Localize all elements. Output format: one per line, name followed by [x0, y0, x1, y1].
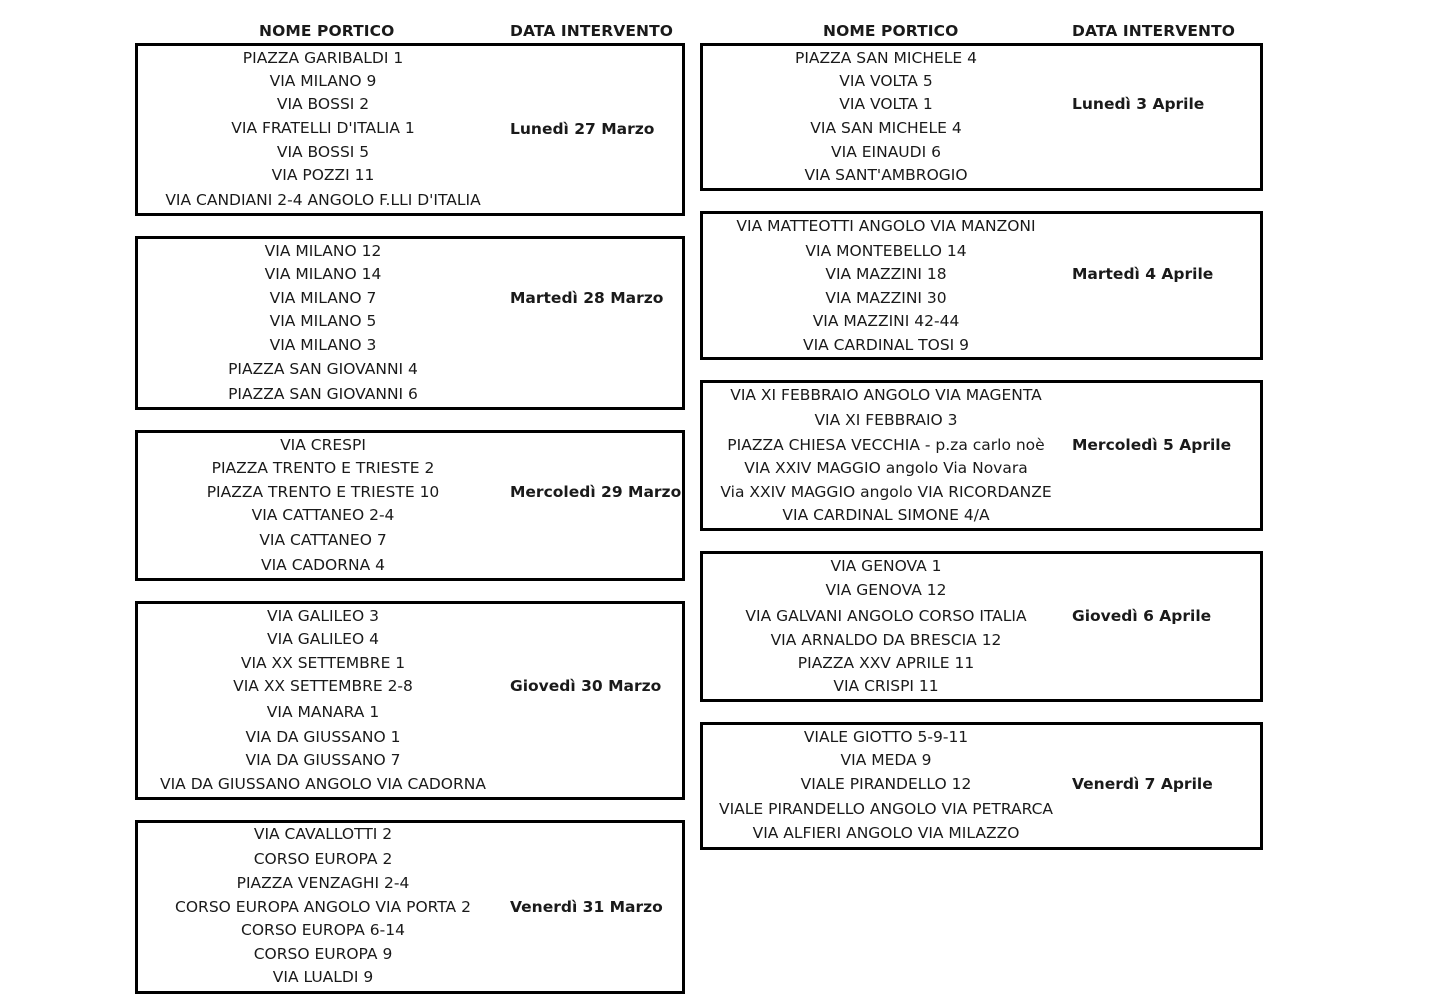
street-name: VIA MILANO 7 — [269, 289, 377, 307]
street-name: VIA CATTANEO 7 — [259, 531, 387, 549]
street-name: VIA ARNALDO DA BRESCIA 12 — [770, 631, 1002, 649]
street-name: VIA DA GIUSSANO 1 — [245, 728, 401, 746]
street-name: VIA LUALDI 9 — [272, 968, 374, 986]
street-name: VIA DA GIUSSANO ANGOLO VIA CADORNA — [160, 775, 486, 793]
street-name: VIA MAZZINI 30 — [825, 289, 947, 307]
intervention-date: Martedì 28 Marzo — [510, 289, 664, 307]
street-name: VIA POZZI 11 — [271, 166, 375, 184]
street-name: VIA CAVALLOTTI 2 — [253, 825, 393, 843]
street-name: VIA MEDA 9 — [840, 751, 932, 769]
street-name: VIA GALILEO 3 — [267, 607, 379, 625]
street-name: VIA ALFIERI ANGOLO VIA MILAZZO — [752, 824, 1020, 842]
street-name: VIA SAN MICHELE 4 — [810, 119, 962, 137]
street-name: Via XXIV MAGGIO angolo VIA RICORDANZE — [720, 483, 1052, 501]
street-name: VIA BOSSI 5 — [276, 143, 370, 161]
street-name: VIA MAZZINI 18 — [825, 265, 947, 283]
street-name: CORSO EUROPA ANGOLO VIA PORTA 2 — [175, 898, 471, 916]
intervention-date: Giovedì 6 Aprile — [1072, 607, 1212, 625]
street-name: PIAZZA SAN MICHELE 4 — [795, 49, 977, 67]
street-name: VIA XXIV MAGGIO angolo Via Novara — [744, 459, 1028, 477]
street-name: PIAZZA TRENTO E TRIESTE 10 — [206, 483, 440, 501]
street-name: PIAZZA VENZAGHI 2-4 — [236, 874, 410, 892]
intervention-date: Mercoledì 5 Aprile — [1072, 436, 1232, 454]
intervention-date: Venerdì 7 Aprile — [1072, 775, 1213, 793]
street-name: VIA XX SETTEMBRE 2-8 — [233, 677, 413, 695]
street-name: VIA MILANO 12 — [264, 242, 382, 260]
street-name: PIAZZA CHIESA VECCHIA - p.za carlo noè — [727, 436, 1045, 454]
street-name: VIA XX SETTEMBRE 1 — [240, 654, 406, 672]
street-name: VIA CANDIANI 2-4 ANGOLO F.LLI D'ITALIA — [165, 191, 481, 209]
intervention-date: Venerdì 31 Marzo — [510, 898, 663, 916]
street-name: VIA VOLTA 1 — [839, 95, 933, 113]
street-name: VIA SANT'AMBROGIO — [804, 166, 968, 184]
street-name: VIA GENOVA 1 — [830, 557, 942, 575]
street-name: VIALE PIRANDELLO 12 — [800, 775, 972, 793]
street-name: VIA MILANO 9 — [269, 72, 377, 90]
street-name: VIA CRESPI — [280, 436, 366, 454]
street-name: VIALE GIOTTO 5-9-11 — [803, 728, 969, 746]
street-name: VIA MAZZINI 42-44 — [812, 312, 960, 330]
street-name: VIA MILANO 14 — [264, 265, 382, 283]
street-name: VIA BOSSI 2 — [276, 95, 370, 113]
street-name: VIA MILANO 3 — [269, 336, 377, 354]
street-name: CORSO EUROPA 9 — [253, 945, 393, 963]
street-name: VIA CRISPI 11 — [833, 677, 939, 695]
street-name: VIA CARDINAL SIMONE 4/A — [782, 506, 990, 524]
street-name: VIA CARDINAL TOSI 9 — [802, 336, 970, 354]
street-name: VIA VOLTA 5 — [839, 72, 933, 90]
street-name: VIA MILANO 5 — [269, 312, 377, 330]
header-left-name: NOME PORTICO — [259, 22, 395, 40]
street-name: PIAZZA GARIBALDI 1 — [242, 49, 404, 67]
street-name: VIA MATTEOTTI ANGOLO VIA MANZONI — [736, 217, 1036, 235]
street-name: VIA EINAUDI 6 — [831, 143, 941, 161]
street-name: VIA XI FEBBRAIO ANGOLO VIA MAGENTA — [730, 386, 1042, 404]
intervention-date: Martedì 4 Aprile — [1072, 265, 1214, 283]
street-name: VIA CADORNA 4 — [260, 556, 386, 574]
street-name: VIA GENOVA 12 — [825, 581, 947, 599]
intervention-date: Mercoledì 29 Marzo — [510, 483, 682, 501]
street-name: VIA MONTEBELLO 14 — [805, 242, 967, 260]
street-name: VIA MANARA 1 — [266, 703, 380, 721]
header-right-name: NOME PORTICO — [823, 22, 959, 40]
left-group-box — [135, 601, 685, 800]
street-name: VIA FRATELLI D'ITALIA 1 — [231, 119, 415, 137]
intervention-date: Lunedì 27 Marzo — [510, 120, 655, 138]
street-name: PIAZZA XXV APRILE 11 — [797, 654, 975, 672]
street-name: VIA GALILEO 4 — [267, 630, 379, 648]
header-right-date: DATA INTERVENTO — [1072, 22, 1236, 40]
street-name: VIA CATTANEO 2-4 — [251, 506, 395, 524]
header-left-date: DATA INTERVENTO — [510, 22, 674, 40]
right-group-box — [700, 551, 1263, 702]
street-name: VIALE PIRANDELLO ANGOLO VIA PETRARCA — [718, 800, 1054, 818]
intervention-date: Giovedì 30 Marzo — [510, 677, 662, 695]
street-name: VIA GALVANI ANGOLO CORSO ITALIA — [745, 607, 1027, 625]
street-name: PIAZZA SAN GIOVANNI 6 — [228, 385, 418, 403]
street-name: CORSO EUROPA 2 — [253, 850, 393, 868]
street-name: CORSO EUROPA 6-14 — [241, 921, 405, 939]
street-name: PIAZZA TRENTO E TRIESTE 2 — [211, 459, 435, 477]
left-group-box — [135, 430, 685, 581]
street-name: VIA XI FEBBRAIO 3 — [814, 411, 958, 429]
street-name: PIAZZA SAN GIOVANNI 4 — [228, 360, 418, 378]
street-name: VIA DA GIUSSANO 7 — [245, 751, 401, 769]
intervention-date: Lunedì 3 Aprile — [1072, 95, 1205, 113]
right-group-box — [700, 43, 1263, 191]
